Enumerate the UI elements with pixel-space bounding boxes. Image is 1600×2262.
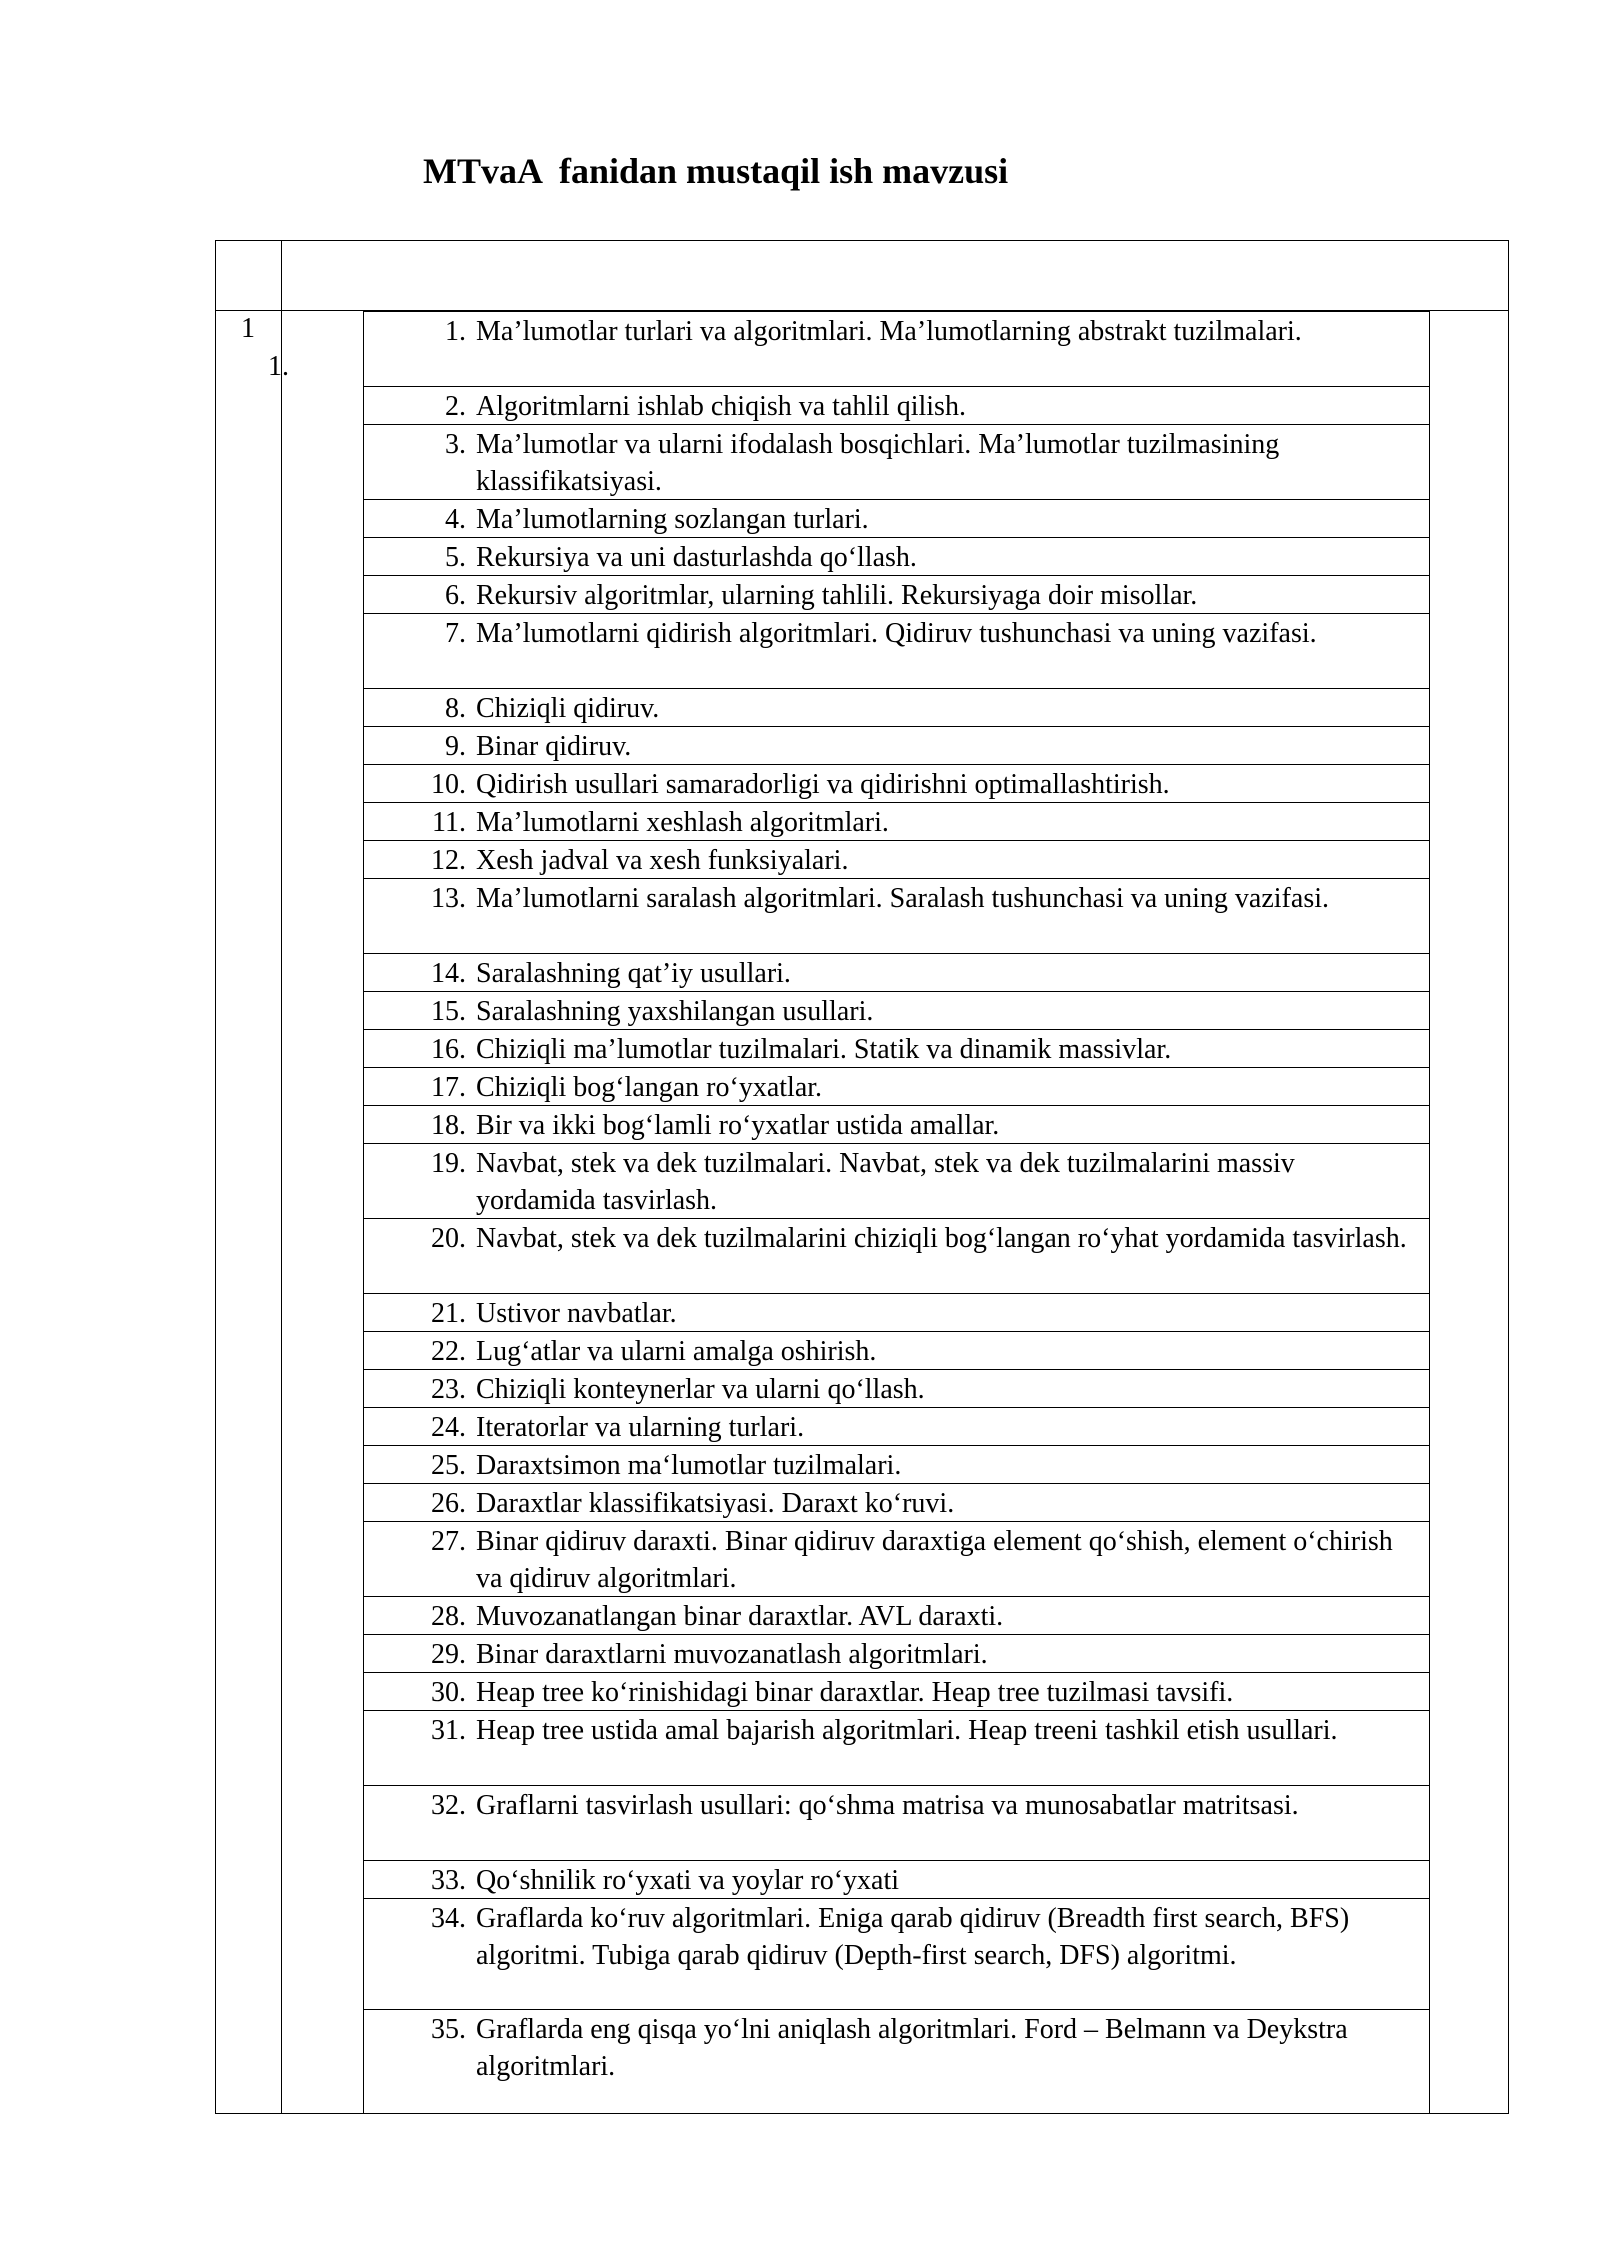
topic-row <box>364 1597 1429 1635</box>
topic-row <box>364 1861 1429 1899</box>
topic-row <box>364 1446 1429 1484</box>
topic-row <box>364 1522 1429 1597</box>
topic-row <box>364 992 1429 1030</box>
topic-row <box>364 765 1429 803</box>
topic-row <box>364 2010 1429 2085</box>
row-number: 1 <box>241 313 255 344</box>
topic-row <box>364 1635 1429 1673</box>
topic-text: Graflarda eng qisqa yo‘lni aniqlash algoritmlari. Ford – Belmann va Deykstra algoritmlari. <box>476 2014 1348 2082</box>
topic-text: Rekursiya va uni dasturlashda qo‘llash. <box>476 542 917 573</box>
topic-row <box>364 1370 1429 1408</box>
topic-text: Saralashning yaxshilangan usullari. <box>476 996 874 1027</box>
topic-number: 5. <box>445 542 466 573</box>
topic-row <box>364 1711 1429 1786</box>
topic-number: 33. <box>431 1865 466 1896</box>
topic-row <box>364 841 1429 879</box>
topic-number: 12. <box>431 845 466 876</box>
topic-number: 25. <box>431 1450 466 1481</box>
topic-row <box>364 1332 1429 1370</box>
topic-row <box>364 1219 1429 1294</box>
topic-text: Chiziqli bog‘langan ro‘yxatlar. <box>476 1072 823 1103</box>
page-title: MTvaA fanidan mustaqil ish mavzusi <box>423 151 1009 191</box>
topic-text: Ma’lumotlarning sozlangan turlari. <box>476 504 869 535</box>
topic-number: 21. <box>431 1298 466 1329</box>
row-number-list-label: 1. <box>268 351 289 382</box>
topic-row <box>364 879 1429 954</box>
topic-number: 14. <box>431 958 466 989</box>
topic-list <box>363 311 1430 2114</box>
topic-number: 19. <box>431 1148 466 1179</box>
topic-text: Chiziqli konteynerlar va ularni qo‘llash. <box>476 1374 925 1405</box>
topic-number: 3. <box>445 429 466 460</box>
topic-row <box>364 1030 1429 1068</box>
topic-number: 17. <box>431 1072 466 1103</box>
topic-number: 7. <box>445 618 466 649</box>
topic-number: 35. <box>431 2014 466 2045</box>
topic-number: 16. <box>431 1034 466 1065</box>
topic-text: Bir va ikki bog‘lamli ro‘yxatlar ustida amallar. <box>476 1110 1000 1141</box>
topic-row <box>364 1144 1429 1219</box>
topic-text: Qo‘shnilik ro‘yxati va yoylar ro‘yxati <box>476 1865 900 1896</box>
topic-text: Qidirish usullari samaradorligi va qidirishni optimallashtirish. <box>476 769 1170 800</box>
topic-row <box>364 803 1429 841</box>
topic-number: 23. <box>431 1374 466 1405</box>
topic-text: Saralashning qat’iy usullari. <box>476 958 791 989</box>
topic-text: Ma’lumotlar turlari va algoritmlari. Ma’lumotlarning abstrakt tuzilmalari. <box>476 316 1302 347</box>
topic-text: Heap tree ko‘rinishidagi binar daraxtlar. Heap tree tuzilmasi tavsifi. <box>476 1677 1234 1708</box>
topic-text: Navbat, stek va dek tuzilmalari. Navbat, stek va dek tuzilmalarini massiv yordamida tasvirlash. <box>476 1148 1295 1216</box>
topic-text: Heap tree ustida amal bajarish algoritmlari. Heap treeni tashkil etish usullari. <box>476 1715 1338 1746</box>
topic-text: Algoritmlarni ishlab chiqish va tahlil qilish. <box>476 391 966 422</box>
topic-row <box>364 1899 1429 2010</box>
topic-row <box>364 1068 1429 1106</box>
topic-row <box>364 425 1429 500</box>
topic-number: 26. <box>431 1488 466 1519</box>
topic-number: 24. <box>431 1412 466 1443</box>
topic-number: 29. <box>431 1639 466 1670</box>
topic-number: 9. <box>445 731 466 762</box>
topic-text: Rekursiv algoritmlar, ularning tahlili. Rekursiyaga doir misollar. <box>476 580 1198 611</box>
topic-row <box>364 387 1429 425</box>
topic-text: Ma’lumotlarni qidirish algoritmlari. Qidiruv tushunchasi va uning vazifasi. <box>476 618 1317 649</box>
topic-row <box>364 500 1429 538</box>
topic-row <box>364 1106 1429 1144</box>
topic-number: 20. <box>431 1223 466 1254</box>
topic-text: Ma’lumotlarni xeshlash algoritmlari. <box>476 807 889 838</box>
topic-number: 30. <box>431 1677 466 1708</box>
topic-text: Binar daraxtlarni muvozanatlash algoritmlari. <box>476 1639 988 1670</box>
topic-row <box>364 727 1429 765</box>
topic-number: 32. <box>431 1790 466 1821</box>
topic-text: Lug‘atlar va ularni amalga oshirish. <box>476 1336 877 1367</box>
topic-number: 18. <box>431 1110 466 1141</box>
topic-text: Ustivor navbatlar. <box>476 1298 677 1329</box>
topic-text: Chiziqli ma’lumotlar tuzilmalari. Statik va dinamik massivlar. <box>476 1034 1172 1065</box>
topic-text: Iteratorlar va ularning turlari. <box>476 1412 805 1443</box>
topic-text: Chiziqli qidiruv. <box>476 693 660 724</box>
topic-row <box>364 689 1429 727</box>
topic-number: 15. <box>431 996 466 1027</box>
topic-text: Navbat, stek va dek tuzilmalarini chiziqli bog‘langan ro‘yhat yordamida tasvirlash. <box>476 1223 1407 1254</box>
topic-number: 27. <box>431 1526 466 1557</box>
topic-row <box>364 1294 1429 1332</box>
topic-row <box>364 954 1429 992</box>
topic-number: 6. <box>445 580 466 611</box>
topic-number: 8. <box>445 693 466 724</box>
topic-number: 4. <box>445 504 466 535</box>
topic-text: Binar qidiruv daraxti. Binar qidiruv daraxtiga element qo‘shish, element o‘chirish va qidiruv algoritmlari. <box>476 1526 1393 1594</box>
topic-row <box>364 1786 1429 1861</box>
topic-number: 13. <box>431 883 466 914</box>
topic-row <box>364 1484 1429 1522</box>
topic-text: Daraxtsimon ma‘lumotlar tuzilmalari. <box>476 1450 902 1481</box>
topic-number: 31. <box>431 1715 466 1746</box>
topic-row <box>364 1673 1429 1711</box>
topic-row <box>364 576 1429 614</box>
topic-row <box>364 1408 1429 1446</box>
topic-text: Ma’lumotlar va ularni ifodalash bosqichlari. Ma’lumotlar tuzilmasining klassifikatsiyasi. <box>476 429 1280 497</box>
topic-number: 2. <box>445 391 466 422</box>
topic-text: Graflarda ko‘ruv algoritmlari. Eniga qarab qidiruv (Breadth first search, BFS) algoritmi. Tubiga qarab qidiruv (Depth-first search, DFS) algoritmi. <box>476 1903 1350 1971</box>
topic-row <box>364 614 1429 689</box>
topic-text: Daraxtlar klassifikatsiyasi. Daraxt ko‘ruvi. <box>476 1488 955 1519</box>
topic-number: 34. <box>431 1903 466 1934</box>
column-divider-1 <box>281 240 282 2114</box>
topic-number: 10. <box>431 769 466 800</box>
topic-number: 28. <box>431 1601 466 1632</box>
topic-row <box>364 538 1429 576</box>
topic-text: Muvozanatlangan binar daraxtlar. AVL daraxti. <box>476 1601 1004 1632</box>
topic-number: 1. <box>445 316 466 347</box>
topic-row <box>364 312 1429 387</box>
topic-number: 22. <box>431 1336 466 1367</box>
topic-text: Graflarni tasvirlash usullari: qo‘shma matrisa va munosabatlar matritsasi. <box>476 1790 1299 1821</box>
topic-text: Xesh jadval va xesh funksiyalari. <box>476 845 849 876</box>
topic-text: Ma’lumotlarni saralash algoritmlari. Saralash tushunchasi va uning vazifasi. <box>476 883 1329 914</box>
topic-number: 11. <box>432 807 466 838</box>
topic-text: Binar qidiruv. <box>476 731 632 762</box>
